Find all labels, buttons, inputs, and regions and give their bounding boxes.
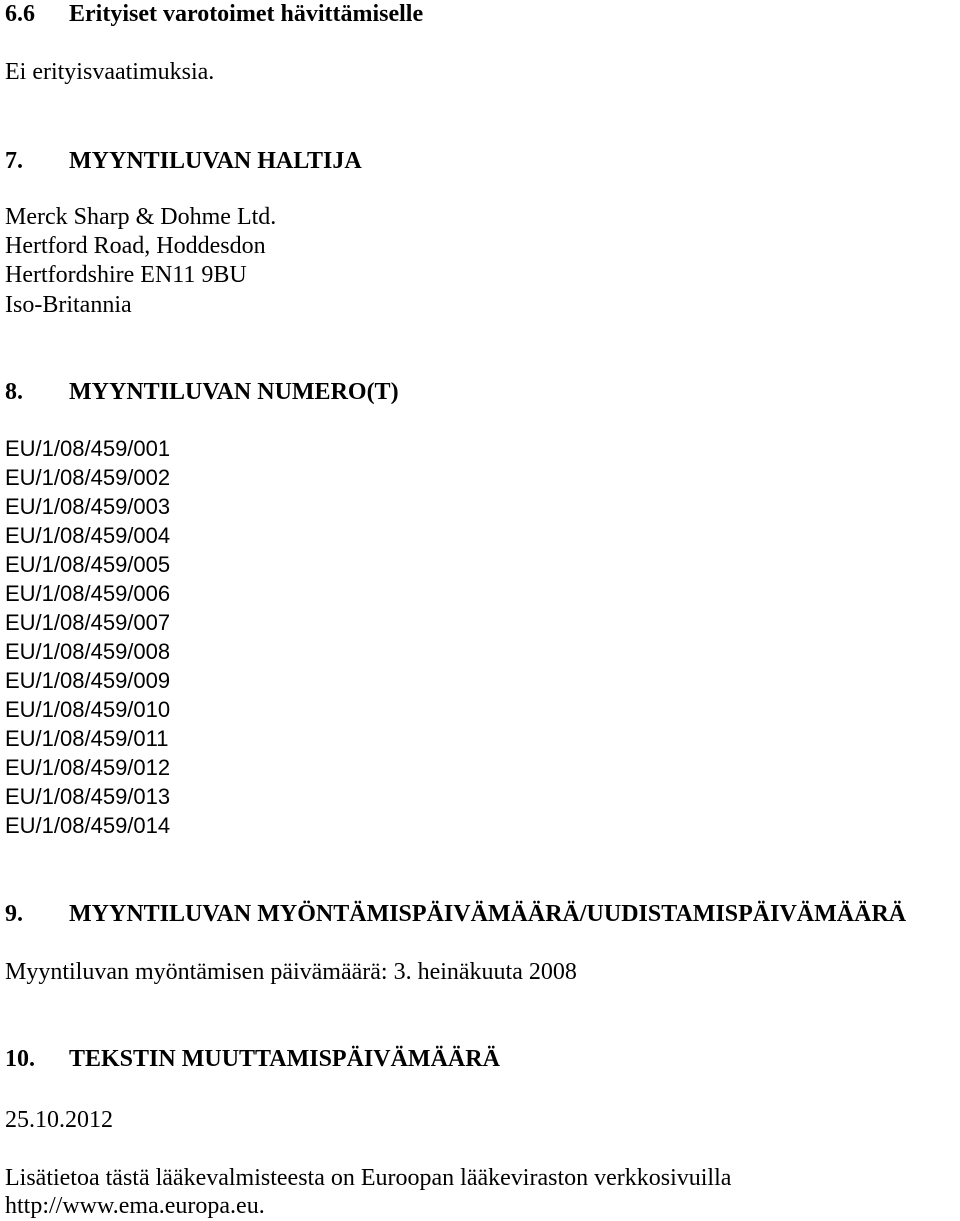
section-10-heading <box>5 1045 500 1073</box>
authorisation-number: EU/1/08/459/005 <box>5 552 171 577</box>
section-7-heading <box>5 147 362 175</box>
section-8-number: 8. <box>5 379 23 405</box>
authorisation-number: EU/1/08/459/014 <box>5 813 171 838</box>
address-line: Hertfordshire EN11 9BU <box>5 262 247 288</box>
authorisation-number: EU/1/08/459/011 <box>5 726 169 751</box>
revision-date: 25.10.2012 <box>5 1107 113 1133</box>
authorisation-number: EU/1/08/459/002 <box>5 465 171 490</box>
footer-info-text: Lisätietoa tästä lääkevalmisteesta on Euroopan lääkeviraston verkkosivuilla <box>5 1165 732 1191</box>
section-6-6-heading <box>5 0 423 28</box>
authorisation-number: EU/1/08/459/010 <box>5 697 171 722</box>
section-9-number: 9. <box>5 901 23 927</box>
authorisation-number: EU/1/08/459/006 <box>5 581 171 606</box>
section-7-title: MYYNTILUVAN HALTIJA <box>69 148 362 174</box>
section-6-6-title: Erityiset varotoimet hävittämiselle <box>69 1 424 27</box>
authorisation-number: EU/1/08/459/001 <box>5 436 171 461</box>
address-line: Iso-Britannia <box>5 292 132 318</box>
ema-website-link[interactable]: http://www.ema.europa.eu. <box>5 1193 265 1219</box>
authorisation-number: EU/1/08/459/003 <box>5 494 171 519</box>
section-6-6-number: 6.6 <box>5 1 35 27</box>
authorisation-number: EU/1/08/459/013 <box>5 784 171 809</box>
authorisation-number: EU/1/08/459/004 <box>5 523 171 548</box>
authorisation-number: EU/1/08/459/007 <box>5 610 171 635</box>
section-7-number: 7. <box>5 148 23 174</box>
section-9-heading <box>5 900 906 928</box>
section-10-number: 10. <box>5 1046 35 1072</box>
address-line: Hertford Road, Hoddesdon <box>5 233 266 259</box>
section-6-6-text: Ei erityisvaatimuksia. <box>5 59 215 85</box>
authorisation-number: EU/1/08/459/012 <box>5 755 171 780</box>
authorisation-number: EU/1/08/459/008 <box>5 639 171 664</box>
section-9-title: MYYNTILUVAN MYÖNTÄMISPÄIVÄMÄÄRÄ/UUDISTAMISPÄIVÄMÄÄRÄ <box>69 901 907 927</box>
address-line: Merck Sharp & Dohme Ltd. <box>5 204 277 230</box>
authorisation-number: EU/1/08/459/009 <box>5 668 171 693</box>
section-10-title: TEKSTIN MUUTTAMISPÄIVÄMÄÄRÄ <box>69 1046 500 1072</box>
section-9-text: Myyntiluvan myöntämisen päivämäärä: 3. heinäkuuta 2008 <box>5 959 577 985</box>
section-8-heading <box>5 378 399 406</box>
section-8-title: MYYNTILUVAN NUMERO(T) <box>69 379 399 405</box>
